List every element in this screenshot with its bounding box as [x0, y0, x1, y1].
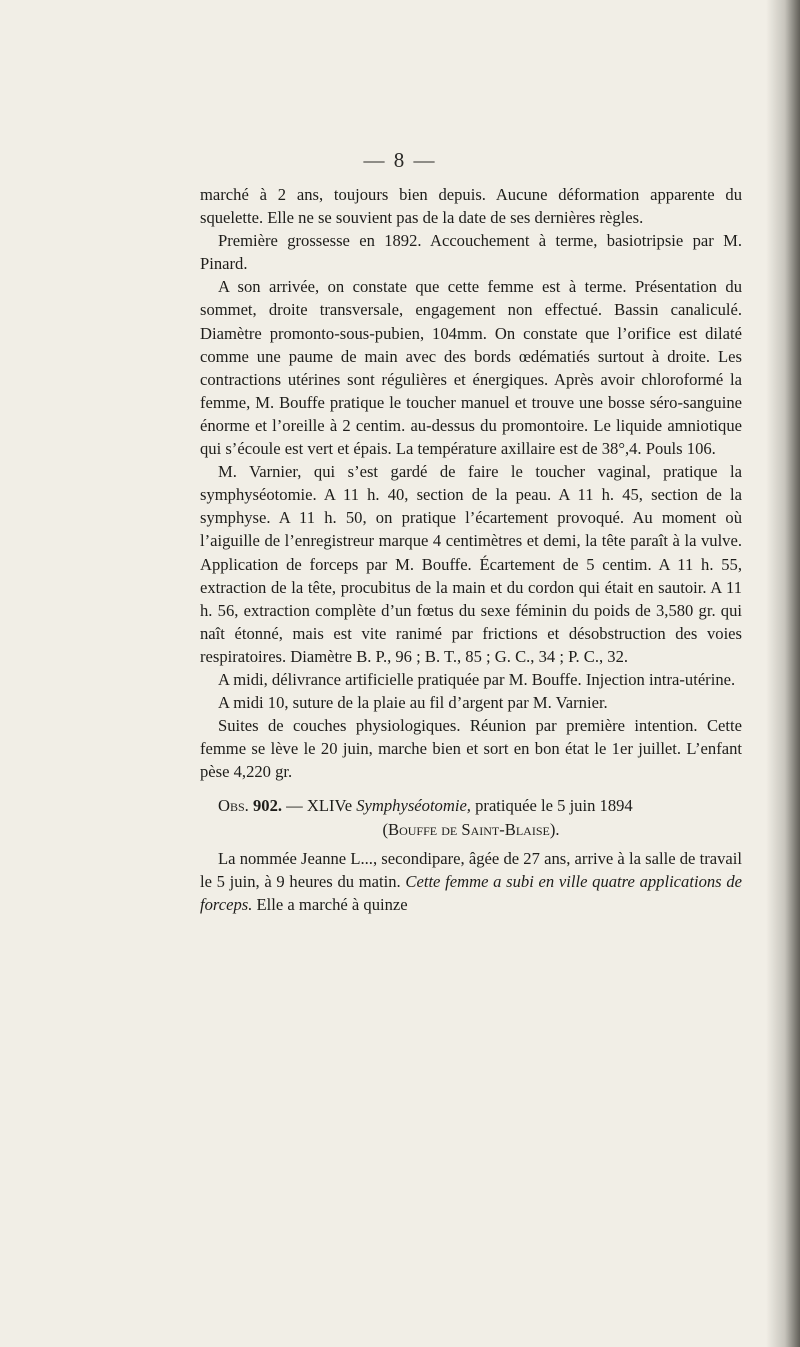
paragraph-final	[200, 847, 742, 916]
observation-number: 902.	[252, 796, 283, 816]
paragraph-5: A midi, délivrance artificielle pratiquée par M. Bouffe. Injection intra-utérine.	[218, 669, 736, 689]
paragraph-2: Première grossesse en 1892. Accouchement à terme, basiotripsie par M. Pinard.	[200, 231, 742, 274]
page-number: — 8 —	[363, 148, 437, 172]
observation-rest: pratiquée le 5 juin 1894	[470, 796, 633, 816]
paragraph-7: Suites de couches physiologiques. Réunion par première intention. Cette femme se lève le 20 juin, marche bien et sort en bon état le 1er juillet. L’enfant pèse 4,220 gr.	[200, 716, 742, 782]
observation-title: Symphyséotomie,	[356, 796, 471, 816]
paragraph-6: A midi 10, suture de la plaie au fil d’argent par M. Varnier.	[218, 693, 608, 713]
body-text	[200, 183, 742, 916]
paragraph-1: marché à 2 ans, toujours bien depuis. Aucune déformation apparente du squelette. Elle ne se souvient pas de la date de ses dernières règles.	[200, 185, 742, 228]
page-edge-shadow	[766, 0, 800, 1347]
paragraph-4: M. Varnier, qui s’est gardé de faire le toucher vaginal, pratique la symphyséotomie. A 11 h. 40, section de la peau. A 11 h. 45, section de la symphyse. A 11 h. 50, on pratique l’écartement provoqué. Au moment où l’aiguille de l’enregistreur marque 4 centimètres et demi, la tête paraît à la vulve. Application de forceps par M. Bouffe. Écartement de 5 centim. A 11 h. 55, extraction de la tête, procubitus de la main et du cordon qui était en sautoir. A 11 h. 56, extraction complète d’un fœtus du sexe féminin du poids de 3,580 gr. qui naît étonné, mais est vite ranimé par frictions et désobstruction des voies respiratoires. Diamètre B. P., 96 ; B. T., 85 ; G. C., 34 ; P. C., 32.	[200, 462, 742, 666]
observation-subtitle: (Bouffe de Saint-Blaise).	[382, 819, 560, 839]
final-tail: Elle a marché à quinze	[252, 894, 408, 914]
final-lead: La nommée Jeanne L..., secondipare, âgée de 27 ans, arrive à la salle de travail le 5 juin, à 9 heures du matin.	[200, 848, 742, 891]
observation-label: Obs.	[218, 796, 249, 816]
final-italic: Cette femme a subi en ville quatre applications de forceps.	[200, 871, 742, 914]
observation-dash: —	[282, 796, 307, 816]
paragraph-3: A son arrivée, on constate que cette femme est à terme. Présentation du sommet, droite transversale, engagement non effectué. Bassin canaliculé. Diamètre promonto-sous-pubien, 104mm. On constate que l’orifice est dilaté comme une paume de main avec des bords œdématiés surtout à droite. Les contractions utérines sont régulières et énergiques. Après avoir chloroformé la femme, M. Bouffe pratique le toucher manuel et trouve une bosse séro-sanguine énorme et l’oreille à 2 centim. au-dessus du promontoire. Le liquide amniotique qui s’écoule est vert et épais. La température axillaire est de 38°,4. Pouls 106.	[200, 277, 742, 459]
observation-roman: XLIVe	[306, 796, 353, 816]
observation-heading	[200, 794, 742, 817]
